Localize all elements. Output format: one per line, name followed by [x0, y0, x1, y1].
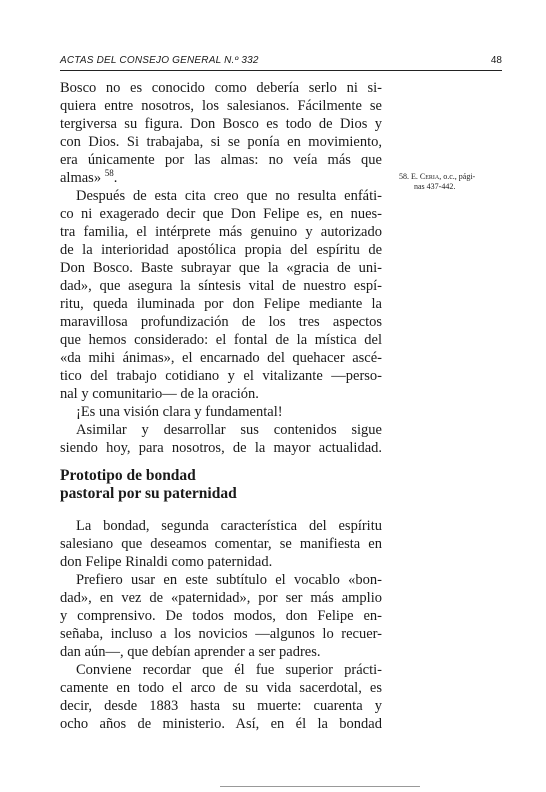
body-line: ¡Es una visión clara y fundamental! — [76, 404, 283, 420]
body-line: Prefiero usar en este subtítulo el vocablo «bon- — [76, 572, 382, 588]
body-line: camente en todo el arco de su vida sacerdotal, es — [60, 680, 382, 696]
body-line: era únicamente por las almas: no veía más que — [60, 152, 382, 168]
body-line: Don Bosco. Baste subrayar que la «gracia de uni- — [60, 260, 382, 276]
body-line: tico del trabajo cotidiano y el vitalizante —perso- — [60, 368, 382, 384]
body-line: ocho años de ministerio. Así, en él la bondad — [60, 716, 382, 732]
body-line: Bosco no es conocido como debería serlo ni si- — [60, 80, 382, 96]
body-line: dad», que asegura la síntesis vital de nuestro espí- — [60, 278, 382, 294]
body-line: almas» $^{58}$. — [60, 168, 118, 186]
body-line: y comprensivo. De todos modos, don Felipe en- — [60, 608, 382, 624]
body-line: co ni exagerado decir que Don Felipe es, en nues- — [60, 206, 382, 222]
body-line: de la interioridad apostólica propia del espíritu de — [60, 242, 382, 258]
body-line: La bondad, segunda característica del espíritu — [76, 518, 382, 534]
body-line: tergiversa su figura. Don Bosco es todo de Dios y — [60, 116, 382, 132]
body-line: nal y comunitario— de la oración. — [60, 386, 259, 402]
footnote-author: E. Ceria — [411, 172, 440, 181]
body-line: señaba, incluso a los novicios —algunos lo recuer- — [60, 626, 382, 642]
body-line: tra familia, el intérprete más genuino y autorizado — [60, 224, 382, 240]
body-line: Asimilar y desarrollar sus contenidos sigue — [76, 422, 382, 438]
body-line: Conviene recordar que él fue superior prácti- — [76, 662, 382, 678]
section-heading: pastoral por su paternidad — [60, 485, 237, 502]
body-line: maravillosa profundización de los tres aspectos — [60, 314, 382, 330]
footnote-number: 58. — [399, 172, 409, 181]
body-line: ritu, queda iluminada por don Felipe mediante la — [60, 296, 382, 312]
footnote — [399, 172, 503, 182]
body-line: siendo hoy, para nosotros, de la mayor actualidad. — [60, 440, 382, 456]
journal-title: ACTAS DEL CONSEJO GENERAL N.º 332 — [60, 55, 259, 66]
body-line: dad», en vez de «paternidad», por ser más amplio — [60, 590, 382, 606]
body-line: decir, desde 1883 hasta su muerte: cuarenta y — [60, 698, 382, 714]
body-line: Después de esta cita creo que no resulta enfáti- — [76, 188, 382, 204]
footnote-reference: 58 — [104, 168, 114, 179]
body-text: almas» — [60, 170, 102, 186]
body-line: dan aún—, que debían aprender a ser padres. — [60, 644, 321, 660]
footnote-line: nas 437-442. — [414, 182, 456, 191]
body-line: salesiano que deseamos comentar, se manifiesta en — [60, 536, 382, 552]
section-heading: Prototipo de bondad — [60, 467, 196, 484]
body-line: con Dios. Si trabajaba, si se ponía en movimiento, — [60, 134, 382, 150]
body-line: quiera entre nosotros, los salesianos. Fácilmente se — [60, 98, 382, 114]
body-line: don Felipe Rinaldi como paternidad. — [60, 554, 273, 570]
page-number: 48 — [490, 55, 502, 66]
body-line: que hemos considerado: el fontal de la mística del — [60, 332, 382, 348]
footnote-text: , o.c., pági- — [439, 172, 476, 181]
page-edge-rule — [220, 786, 420, 787]
running-header — [60, 52, 502, 71]
body-line: «da mihi ánimas», el encarnado del quehacer ascé- — [60, 350, 382, 366]
